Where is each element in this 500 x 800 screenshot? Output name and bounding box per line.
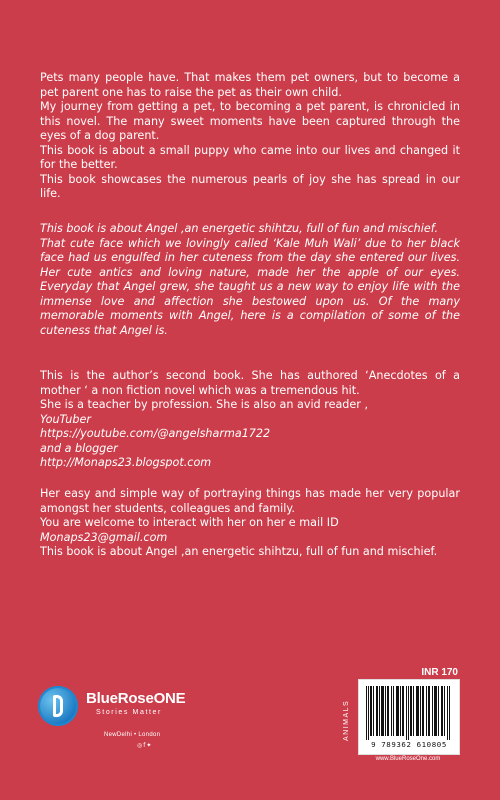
publisher-website[interactable]: www.BlueRoseOne.com <box>375 756 441 762</box>
blogger-label: and a blogger <box>40 441 118 455</box>
logo-circle-icon <box>38 686 78 726</box>
author-contact <box>40 487 460 560</box>
genre-label: ANIMALS <box>343 699 350 741</box>
isbn-number: 9 789362 610805 <box>371 740 447 749</box>
blurb-section-1 <box>40 71 460 202</box>
blurb-line: This book is about a small puppy who came into our lives and changed it for the better. <box>40 143 460 171</box>
bio-line: She is a teacher by profession. She is also an avid reader , <box>40 398 369 411</box>
closing-line: This book is about Angel ,an energetic shihtzu, full of fun and mischief. <box>40 545 438 558</box>
logo-b-icon <box>53 695 63 717</box>
social-icons <box>137 742 152 749</box>
facebook-icon: f <box>143 742 147 749</box>
blog-link[interactable]: http://Monaps23.blogspot.com <box>40 456 212 469</box>
blurb-line: This book is about Angel ,an energetic shihtzu, full of fun and mischief. <box>40 222 439 235</box>
publisher-locations: NewDelhi • London <box>104 732 161 738</box>
twitter-icon: ✦ <box>146 742 153 749</box>
instagram-icon: ◎ <box>137 742 144 749</box>
blurb-section-2 <box>40 222 460 338</box>
author-bio <box>40 369 460 471</box>
youtube-link[interactable]: https://youtube.com/@angelsharma1722 <box>40 427 271 440</box>
blurb-line: This book showcases the numerous pearls of joy she has spread in our life. <box>40 172 460 200</box>
publisher-logo <box>38 686 238 749</box>
bio-line: This is the author’s second book. She has authored ‘Anecdotes of a mother ‘ a non fiction novel which was a tremendous hit. <box>40 369 460 397</box>
barcode <box>358 679 460 755</box>
publisher-tagline: Stories Matter <box>96 709 162 716</box>
youtuber-label: YouTuber <box>40 412 91 426</box>
blurb-line: That cute face which we lovingly called ‘Kale Muh Wali’ due to her black face had us engulfed in her cuteness from the day she entered our lives. Her cute antics and loving nature, made her the apple of our eyes. Everyday that Angel grew, she taught us a new way to enjoy life with the immense love and affection she bestowed upon us. Of the many memorable moments with Angel, here is a compilation of some of the cuteness that Angel is. <box>40 236 460 337</box>
blurb-line: My journey from getting a pet, to becoming a pet parent, is chronicled in this novel. The many sweet moments have been captured through the eyes of a dog parent. <box>40 100 460 142</box>
publisher-name: BlueRoseONE <box>86 690 186 707</box>
barcode-bars <box>366 686 452 740</box>
price-label: INR 170 <box>421 667 458 678</box>
email-link[interactable]: Monaps23@gmail.com <box>40 530 168 544</box>
contact-line: You are welcome to interact with her on her e mail ID <box>40 516 339 529</box>
contact-line: Her easy and simple way of portraying things has made her very popular amongst her students, colleagues and family. <box>40 487 460 515</box>
blurb-line: Pets many people have. That makes them pet owners, but to become a pet parent one has to raise the pet as their own child. <box>40 71 460 99</box>
